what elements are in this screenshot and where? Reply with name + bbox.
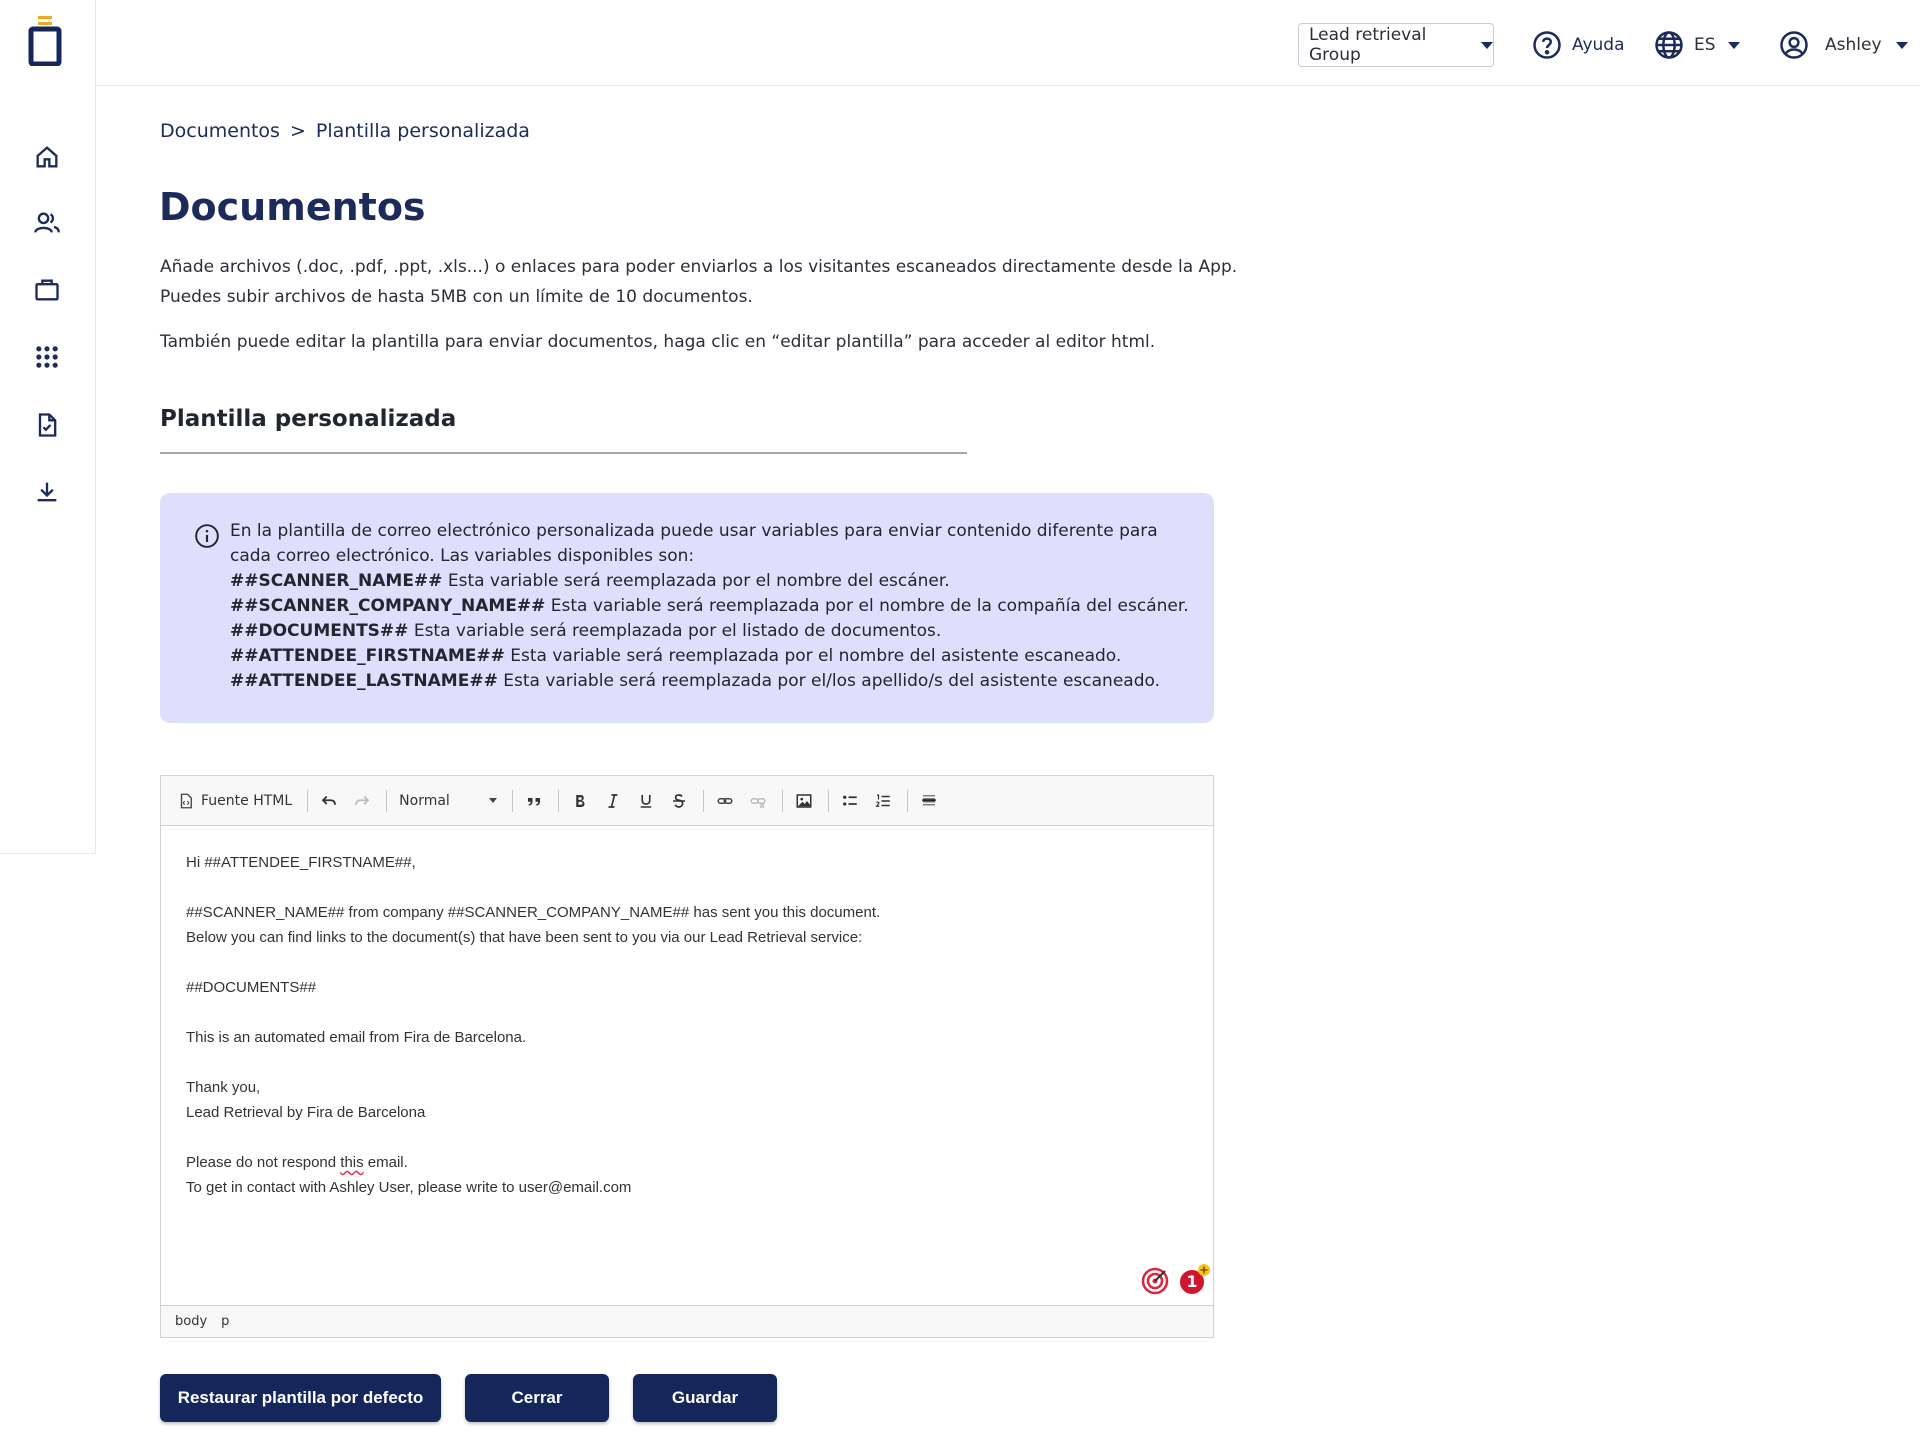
blockquote-button[interactable]: [519, 786, 549, 816]
redo-icon: [353, 792, 371, 810]
sidebar-item-home[interactable]: [31, 141, 63, 173]
element-path-p[interactable]: p: [221, 1314, 230, 1329]
group-select[interactable]: [1298, 23, 1494, 67]
topbar: [96, 0, 1920, 86]
html-editor: [160, 775, 1214, 1338]
help-icon: [1532, 30, 1562, 60]
users-icon: [33, 209, 61, 237]
sidebar-item-download[interactable]: [31, 476, 63, 508]
language-select[interactable]: [1654, 27, 1740, 63]
document-icon: [33, 411, 61, 439]
bulleted-list-icon: [841, 792, 859, 810]
horizontal-rule-icon: [920, 792, 938, 810]
user-menu[interactable]: [1779, 27, 1908, 63]
editor-line: Below you can find links to the document(s) that have been sent to you via our Lead Retrieval service:: [186, 929, 863, 946]
info-text: [230, 519, 1190, 694]
undo-button[interactable]: [314, 786, 344, 816]
user-avatar-icon: [1779, 30, 1809, 60]
info-variable-attendee-firstname: ##ATTENDEE_FIRSTNAME## Esta variable será reemplazada por el nombre del asistente escaneado.: [230, 646, 1122, 666]
sidebar-item-exhibitors[interactable]: [31, 274, 63, 306]
editor-toolbar: [161, 776, 1213, 826]
info-icon: [194, 523, 220, 549]
editor-line: Please do not respond this email.: [186, 1154, 408, 1171]
toolbar-separator: [828, 790, 829, 812]
numbered-list-button[interactable]: [868, 786, 898, 816]
plus-icon: [1197, 1263, 1211, 1277]
strikethrough-icon: [670, 792, 688, 810]
bold-icon: [571, 792, 589, 810]
page-description-line1: Añade archivos (.doc, .pdf, .ppt, .xls...) o enlaces para poder enviarlos a los visitantes escaneados directamente desde la App.: [160, 257, 1238, 277]
editor-empty-line: [186, 1050, 880, 1075]
image-button[interactable]: [789, 786, 819, 816]
quote-icon: [525, 792, 543, 810]
language-value: ES: [1694, 35, 1716, 55]
save-button[interactable]: Guardar: [633, 1374, 777, 1422]
editor-content[interactable]: [186, 850, 880, 1200]
info-intro: En la plantilla de correo electrónico personalizada puede usar variables para enviar contenido diferente para cada correo electrónico. Las variables disponibles son:: [230, 521, 1158, 566]
briefcase-icon: [33, 276, 61, 304]
close-button[interactable]: Cerrar: [465, 1374, 609, 1422]
toolbar-separator: [386, 790, 387, 812]
editor-line: Hi ##ATTENDEE_FIRSTNAME##,: [186, 854, 416, 871]
editor-line: Lead Retrieval by Fira de Barcelona: [186, 1104, 426, 1121]
chevron-down-icon: [489, 798, 497, 803]
editor-status-bar: [161, 1305, 1213, 1337]
chevron-down-icon: [1728, 42, 1740, 49]
italic-icon: [604, 792, 622, 810]
link-button[interactable]: [710, 786, 740, 816]
editor-line: ##SCANNER_NAME## from company ##SCANNER_COMPANY_NAME## has sent you this document.: [186, 904, 881, 921]
italic-button[interactable]: [598, 786, 628, 816]
source-file-icon: [177, 792, 195, 810]
bold-button[interactable]: [565, 786, 595, 816]
spellcheck-flag[interactable]: this: [340, 1154, 364, 1171]
toolbar-separator: [703, 790, 704, 812]
apps-grid-icon: [33, 343, 61, 371]
info-variable-attendee-lastname: ##ATTENDEE_LASTNAME## Esta variable será reemplazada por el/los apellido/s del asistente escaneado.: [230, 671, 1160, 691]
editor-empty-line: [186, 950, 880, 975]
format-select[interactable]: [393, 786, 503, 816]
breadcrumb-current[interactable]: Plantilla personalizada: [315, 120, 530, 142]
underline-button[interactable]: [631, 786, 661, 816]
sidebar-item-users[interactable]: [31, 207, 63, 239]
page-title: Documentos: [159, 185, 426, 229]
unlink-icon: [749, 792, 767, 810]
sidebar-item-documents[interactable]: [31, 409, 63, 441]
grammar-issues-count: 1: [1186, 1272, 1198, 1291]
section-title: Plantilla personalizada: [160, 406, 457, 432]
section-divider: [160, 452, 967, 454]
home-icon: [33, 143, 61, 171]
page-description-line2: Puedes subir archivos de hasta 5MB con un límite de 10 documentos.: [160, 287, 753, 307]
group-select-value: Lead retrieval Group: [1309, 25, 1427, 65]
breadcrumb: [160, 120, 530, 142]
format-select-value: Normal: [399, 792, 450, 809]
unlink-button[interactable]: [743, 786, 773, 816]
editor-line: This is an automated email from Fira de Barcelona.: [186, 1029, 527, 1046]
app-logo[interactable]: [28, 16, 62, 66]
toolbar-separator: [782, 790, 783, 812]
editor-empty-line: [186, 875, 880, 900]
element-path-body[interactable]: body: [175, 1314, 208, 1329]
editor-empty-line: [186, 1000, 880, 1025]
bulleted-list-button[interactable]: [835, 786, 865, 816]
toolbar-separator: [907, 790, 908, 812]
toolbar-separator: [512, 790, 513, 812]
sidebar: [0, 0, 96, 854]
redo-button[interactable]: [347, 786, 377, 816]
numbered-list-icon: [874, 792, 892, 810]
help-link[interactable]: [1532, 27, 1625, 63]
info-variable-scanner-name: ##SCANNER_NAME## Esta variable será reemplazada por el nombre del escáner.: [230, 571, 950, 591]
strikethrough-button[interactable]: [664, 786, 694, 816]
page-description-line3: También puede editar la plantilla para enviar documentos, haga clic en “editar plantilla” para acceder al editor html.: [160, 332, 1156, 352]
source-html-button[interactable]: [177, 786, 298, 816]
help-label: Ayuda: [1572, 35, 1625, 55]
sidebar-item-apps[interactable]: [31, 341, 63, 373]
editor-line: To get in contact with Ashley User, please write to user@email.com: [186, 1179, 632, 1196]
globe-icon: [1654, 30, 1684, 60]
info-variable-scanner-company-name: ##SCANNER_COMPANY_NAME## Esta variable será reemplazada por el nombre de la compañía del escáner.: [230, 596, 1189, 616]
image-icon: [795, 792, 813, 810]
editor-line: ##DOCUMENTS##: [186, 979, 317, 996]
user-name: Ashley: [1825, 35, 1882, 55]
horizontal-rule-button[interactable]: [914, 786, 944, 816]
download-icon: [33, 478, 61, 506]
link-icon: [716, 792, 734, 810]
undo-icon: [320, 792, 338, 810]
underline-icon: [637, 792, 655, 810]
editor-line: Thank you,: [186, 1079, 261, 1096]
breadcrumb-separator: >: [289, 120, 306, 142]
goal-target-icon[interactable]: [1141, 1267, 1169, 1295]
source-html-label: Fuente HTML: [201, 792, 293, 809]
grammar-issues-badge[interactable]: [1177, 1267, 1207, 1297]
grammar-checker-widgets: [1141, 1267, 1207, 1297]
info-variable-documents: ##DOCUMENTS## Esta variable será reemplazada por el listado de documentos.: [230, 621, 942, 641]
variables-info-box: [160, 493, 1214, 723]
toolbar-separator: [558, 790, 559, 812]
editor-empty-line: [186, 1125, 880, 1150]
breadcrumb-root[interactable]: Documentos: [160, 120, 280, 142]
chevron-down-icon: [1481, 42, 1493, 49]
restore-default-template-button[interactable]: Restaurar plantilla por defecto: [160, 1374, 441, 1422]
toolbar-separator: [307, 790, 308, 812]
chevron-down-icon: [1896, 42, 1908, 49]
